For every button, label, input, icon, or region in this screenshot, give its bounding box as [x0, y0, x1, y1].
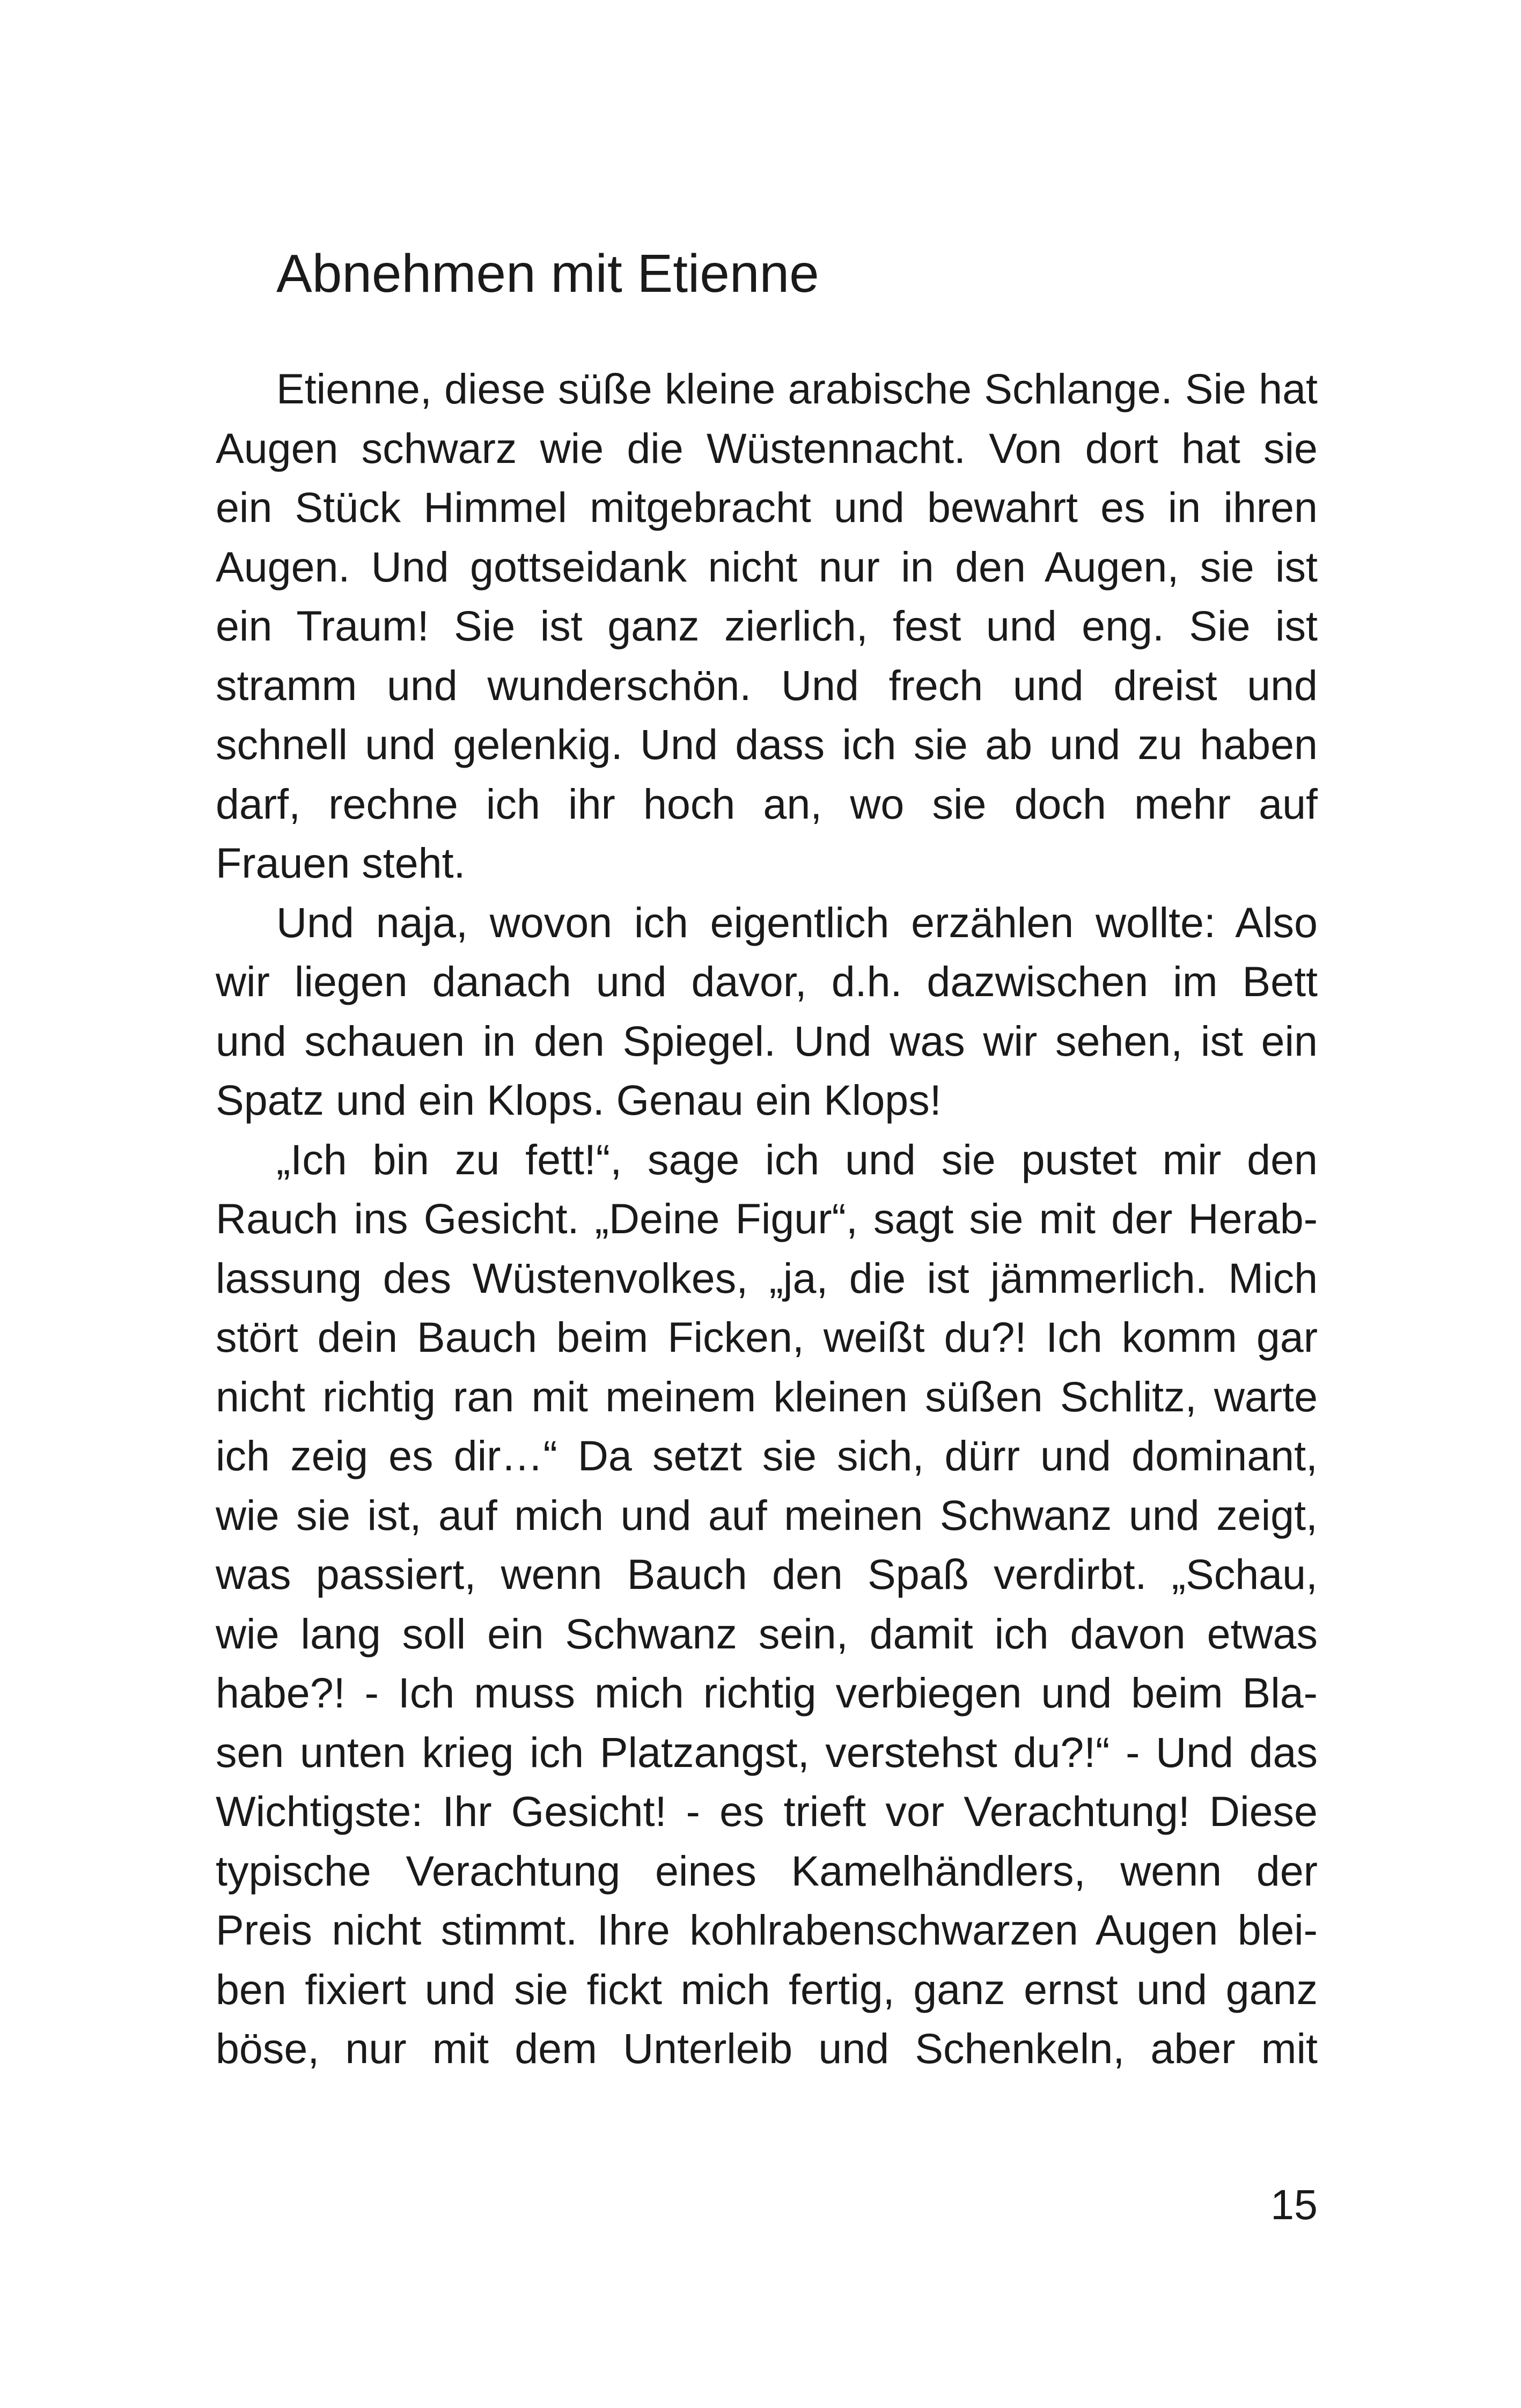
text-line: was passiert, wenn Bauch den Spaß verdirbt. „Schau,	[216, 1550, 1318, 1598]
text-line: lassung des Wüstenvolkes, „ja, die ist jämmerlich. Mich	[216, 1254, 1318, 1302]
text-line: Wichtigste: Ihr Gesicht! - es trieft vor Verachtung! Diese	[216, 1787, 1318, 1835]
text-line: Rauch ins Gesicht. „Deine Figur“, sagt sie mit der Herab-	[216, 1195, 1318, 1242]
body-text	[216, 359, 1318, 2079]
text-line: ein Traum! Sie ist ganz zierlich, fest und eng. Sie ist	[216, 602, 1318, 650]
text-line: Etienne, diese süße kleine arabische Schlange. Sie hat	[276, 365, 1318, 413]
text-line: Und naja, wovon ich eigentlich erzählen wollte: Also	[276, 898, 1318, 946]
paragraph	[216, 1130, 1318, 2079]
text-line: darf, rechne ich ihr hoch an, wo sie doch mehr auf	[216, 779, 1318, 828]
text-line: und schauen in den Spiegel. Und was wir sehen, ist ein	[216, 1017, 1318, 1065]
page-number: 15	[1270, 2181, 1318, 2228]
text-line: böse, nur mit dem Unterleib und Schenkeln, aber mit	[216, 2024, 1318, 2072]
chapter-title: Abnehmen mit Etienne	[276, 244, 819, 304]
text-line: wir liegen danach und davor, d.h. dazwischen im Bett	[216, 958, 1318, 1005]
text-line: stört dein Bauch beim Ficken, weißt du?! Ich komm gar	[216, 1313, 1318, 1361]
text-line: habe?! - Ich muss mich richtig verbiegen und beim Bla-	[216, 1669, 1318, 1717]
text-line: wie sie ist, auf mich und auf meinen Schwanz und zeigt,	[216, 1491, 1318, 1539]
text-line: ben fixiert und sie fickt mich fertig, ganz ernst und ganz	[216, 1965, 1318, 2013]
text-line: Frauen steht.	[216, 839, 466, 887]
text-line: nicht richtig ran mit meinem kleinen süßen Schlitz, warte	[216, 1372, 1318, 1420]
text-line: schnell und gelenkig. Und dass ich sie ab und zu haben	[216, 720, 1318, 768]
text-line: Augen schwarz wie die Wüstennacht. Von dort hat sie	[216, 424, 1318, 472]
paragraph	[216, 893, 1318, 1130]
book-page	[216, 0, 1318, 2408]
text-line: „Ich bin zu fett!“, sage ich und sie pustet mir den	[276, 1135, 1318, 1183]
text-line: Spatz und ein Klops. Genau ein Klops!	[216, 1076, 942, 1124]
text-line: sen unten krieg ich Platzangst, verstehst du?!“ - Und das	[216, 1728, 1318, 1776]
text-line: typische Verachtung eines Kamelhändlers, wenn der	[216, 1846, 1318, 1895]
text-line: Preis nicht stimmt. Ihre kohlrabenschwarzen Augen blei-	[216, 1906, 1318, 1954]
text-line: ein Stück Himmel mitgebracht und bewahrt es in ihren	[216, 483, 1318, 531]
text-line: Augen. Und gottseidank nicht nur in den Augen, sie ist	[216, 542, 1318, 591]
text-line: ich zeig es dir…“ Da setzt sie sich, dürr und dominant,	[216, 1432, 1318, 1479]
text-line: wie lang soll ein Schwanz sein, damit ich davon etwas	[216, 1609, 1318, 1658]
paragraph	[216, 359, 1318, 893]
text-line: stramm und wunderschön. Und frech und dreist und	[216, 661, 1318, 709]
